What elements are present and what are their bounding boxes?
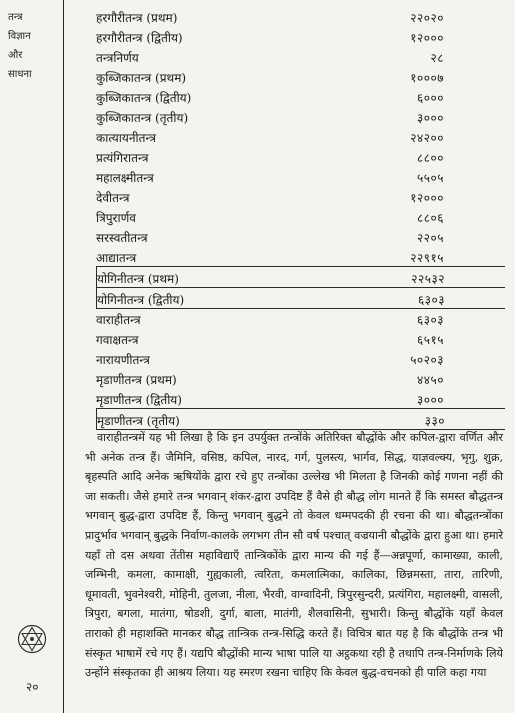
table-row [96,46,504,66]
tantra-name: मृडाणीतन्त्र (द्वितीय) [96,393,182,407]
verse-count: २२०२० [410,11,444,25]
side-label-line: और [8,50,23,61]
tantra-name: हरगौरीतन्त्र (द्वितीय) [96,31,183,45]
verse-count: २२५३२ [411,272,445,286]
table-row [96,26,504,46]
tantra-name: तन्त्रनिर्णय [96,51,139,65]
table-row [96,388,504,408]
table-row [96,368,504,388]
tantra-name: आद्यातन्त्र [96,251,137,265]
table-row [96,106,504,126]
tantra-name: प्रत्यंगिरातन्त्र [96,151,149,165]
tantra-name: कुब्जिकातन्त्र (तृतीय) [96,111,189,125]
tantra-name: महालक्ष्मीतन्त्र [96,171,154,185]
verse-count: ६३०३ [418,293,445,307]
table-row [96,408,505,430]
side-label-line: साधना [8,69,32,80]
verse-count: ३३० [424,414,445,428]
page-number: २० [26,680,39,694]
tantra-name: हरगौरीतन्त्र (प्रथम) [96,11,178,25]
verse-count: ५५०५ [417,171,444,185]
side-label-line: विज्ञान [8,31,31,42]
verse-count: ६३०३ [417,313,444,327]
table-row [96,126,504,146]
verse-count: २२९१५ [410,251,444,265]
table-row [96,166,504,186]
table-row [96,308,504,328]
table-row [96,226,504,246]
verse-count: ८८०६ [417,211,444,225]
table-row [96,206,504,226]
table-row [96,86,504,106]
tantra-name: देवीतन्त्र [96,191,130,205]
tantra-name: त्रिपुरार्णव [96,211,136,225]
tantra-name: वाराहीतन्त्र [96,313,141,327]
verse-count: ५०२०३ [410,353,444,367]
tantra-name: नारायणीतन्त्र [96,353,150,367]
side-label-line: तन्त्र [8,12,23,23]
verse-count: १२००० [410,31,444,45]
hexagram-emblem-icon [17,624,47,654]
verse-count: ३००० [417,393,444,407]
side-running-head [8,8,32,84]
table-row [96,146,504,166]
tantra-name: मृडाणीतन्त्र (तृतीय) [97,414,180,428]
verse-count: २८ [430,51,444,65]
verse-count: ६५१५ [417,333,444,347]
table-row [96,348,504,368]
table-row [96,287,505,309]
table-row [96,66,504,86]
body-paragraph: वाराहीतन्त्रमें यह भी लिखा है कि इन उपर्युक्त तन्त्रोंके अतिरिक्त बौद्धोंके और कपिल-द्वारा वर्णित और भी अनेक तन्त्र हैं। जैमिनि, वसिष्ठ, कपिल, नारद, गर्ग, पुलस्त्य, भार्गव, सिद्ध, याज्ञवल्क्य, भृगु, शुक्र, बृहस्पति आदि अनेक ऋषियोंके द्वारा रचे हुए तन्त्रोंका उल्लेख भी मिलता है जिनकी कोई गणना नहीं की जा सकती। जैसे हमारे तन्त्र भगवान् शंकर-द्वारा उपदिष्ट हैं वैसे ही बौद्ध लोग मानते हैं कि समस्त बौद्धतन्त्र भगवान् बुद्ध-द्वारा उपदिष्ट हैं, किन्तु भगवान् बुद्धने तो केवल धम्मपदकी ही रचना की था। बौद्धतन्त्रोंका प्रादुर्भाव भगवान् बुद्धके निर्वाण-कालके लगभग तीन सौ वर्ष पश्चात् वज्रयानी बौद्धोंके द्वारा हुआ था। हमारे यहाँ तो दस अथवा तेंतीस महाविद्याएँ तान्त्रिकोंके द्वारा मान्य की गई हैं—अन्नपूर्णा, कामाख्या, काली, जम्भिनी, कमला, कामाक्षी, गुह्यकाली, त्वरिता, कमलात्मिका, कालिका, छिन्नमस्ता, तारा, तारिणी, धूमावती, भुवनेश्वरी, मोहिनी, तुलजा, नीला, भैरवी, वाग्वादिनी, त्रिपुरसुन्दरी, प्रत्यंगिरा, महालक्ष्मी, वासली, त्रिपुरा, बगला, मातंगा, षोडशी, दुर्गा, बाला, मातंगी, शैलवासिनी, सुभारी। किन्तु बौद्धोंके यहाँ केवल ताराको ही महाशक्ति मानकर बौद्ध तान्त्रिक तन्त्र-सिद्धि करते हैं। विचित्र बात यह है कि बौद्धोंके तन्त्र भी संस्कृत भाषामें रचे गए हैं। यद्यपि बौद्धोंकी मान्य भाषा पालि या अट्ठकथा रही है तथापि तन्त्र-निर्माणके लिये उन्होंने संस्कृतका ही आश्रय लिया। यह स्मरण रखना चाहिए कि केवल बुद्ध-वचनको ही पालि कहा गया [85,431,503,680]
margin-rule [63,0,64,713]
verse-count: २४२०० [410,131,444,145]
table-row [96,328,504,348]
verse-count: १२००० [410,191,444,205]
verse-count: २२०५ [417,231,444,245]
table-row [96,186,504,206]
table-row [96,266,505,288]
table-row [96,246,504,266]
tantra-name: कुब्जिकातन्त्र (प्रथम) [96,71,187,85]
tantra-name: मृडाणीतन्त्र (प्रथम) [96,373,177,387]
table-row [96,6,504,26]
tantra-name: योगिनीतन्त्र (द्वितीय) [97,293,185,307]
tantra-name: कुब्जिकातन्त्र (द्वितीय) [96,91,192,105]
verse-count: ३००० [417,111,444,125]
verse-count: १०००७ [410,71,444,85]
tantra-name: कात्यायनीतन्त्र [96,131,156,145]
tantra-name: सरस्वतीतन्त्र [96,231,148,245]
verse-count: ६००० [417,91,444,105]
tantra-name: योगिनीतन्त्र (प्रथम) [97,272,179,286]
verse-count: ८८०० [417,151,444,165]
verse-count: ४४५० [417,373,444,387]
tantra-name: गवाक्षतन्त्र [96,333,139,347]
